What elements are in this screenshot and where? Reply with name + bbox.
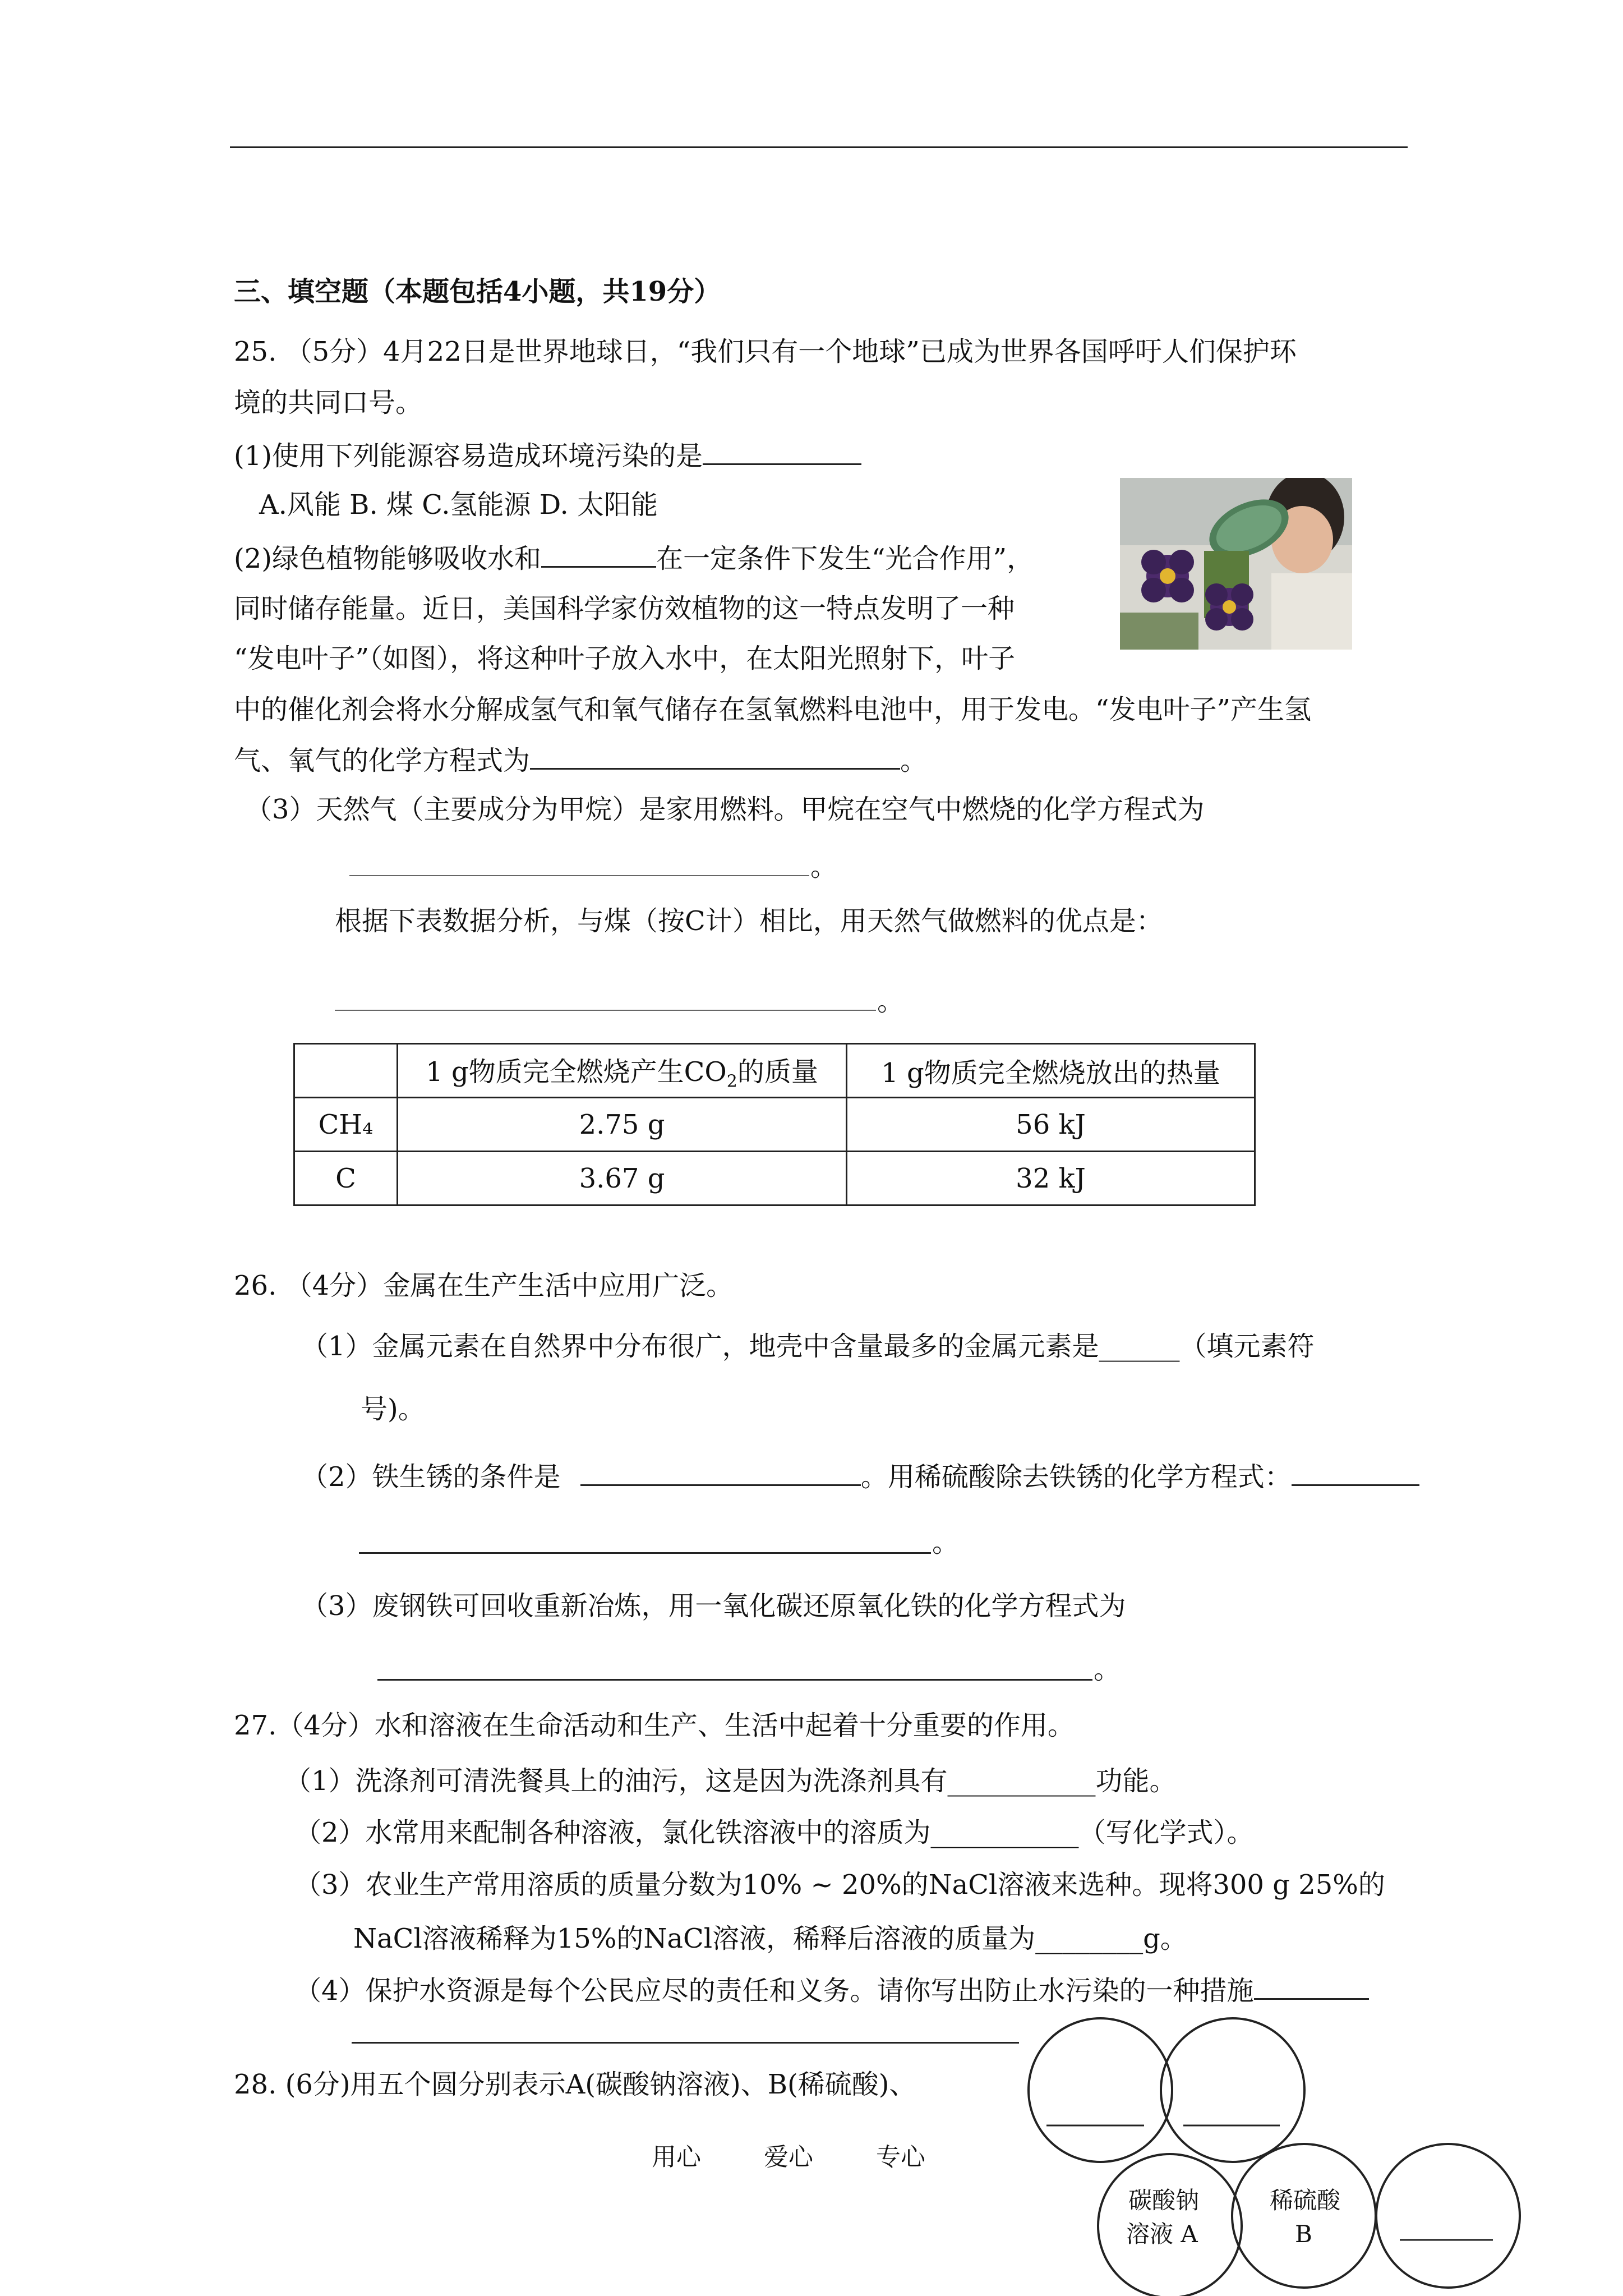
q27-stem: 27.（4分）水和溶液在生命活动和生产、生活中起着十分重要的作用。 bbox=[234, 1710, 1075, 1741]
table-cell-heat: 56 kJ bbox=[847, 1098, 1255, 1152]
footer-text-1: 用心 bbox=[652, 2143, 701, 2171]
answer-blank[interactable] bbox=[580, 1460, 861, 1486]
circle-a-label-line1: 碳酸钠 bbox=[1128, 2187, 1200, 2214]
header-rule bbox=[230, 146, 1408, 148]
q26-part2-text-a: （2）铁生锈的条件是 bbox=[301, 1461, 561, 1493]
section-heading: 三、填空题（本题包括4小题，共19分） bbox=[234, 276, 721, 307]
footer-text-2: 爱心 bbox=[764, 2143, 813, 2171]
circle-b-label-line2: B bbox=[1295, 2220, 1312, 2248]
q27-part4 bbox=[294, 1973, 1369, 2008]
table-cell-substance: C bbox=[294, 1152, 398, 1205]
table-cell-co2: 3.67 g bbox=[398, 1152, 847, 1205]
q26-part1-line1: （1）金属元素在自然界中分布很广，地壳中含量最多的金属元素是______（填元素符 bbox=[301, 1331, 1315, 1362]
q25-part3-period2: 。 bbox=[877, 986, 905, 1017]
q27-part3-line2: NaCl溶液稀释为15%的NaCl溶液，稀释后溶液的质量为________g。 bbox=[353, 1923, 1187, 1954]
q27-part1: （1）洗涤剂可清洗餐具上的油污，这是因为洗涤剂具有___________功能。 bbox=[284, 1765, 1177, 1797]
table-header-cell: 1 g物质完全燃烧放出的热量 bbox=[847, 1044, 1255, 1098]
circle-right bbox=[1376, 2144, 1520, 2288]
q25-part2-text-b: 在一定条件下发生“光合作用”， bbox=[656, 543, 1034, 574]
q25-part3-period1: 。 bbox=[810, 851, 838, 882]
answer-line[interactable] bbox=[359, 1552, 931, 1554]
q26-part3-line1: （3）废钢铁可回收重新冶炼，用一氧化碳还原氧化铁的化学方程式为 bbox=[301, 1590, 1126, 1622]
power-leaf-photo bbox=[1120, 478, 1352, 650]
table-header-cell: 1 g物质完全燃烧产生$CO_2$的质量 bbox=[398, 1044, 847, 1098]
circle-b-label-line1: 稀硫酸 bbox=[1270, 2187, 1341, 2214]
q25-part2-text-a: (2)绿色植物能够吸收水和 bbox=[234, 543, 541, 574]
q26-part3-period: 。 bbox=[1094, 1654, 1121, 1685]
footer-text-3: 专心 bbox=[876, 2143, 925, 2171]
q26-part2-period: 。 bbox=[932, 1527, 960, 1558]
q25-part2-text-c: 气、氧气的化学方程式为 bbox=[234, 745, 531, 776]
answer-blank[interactable] bbox=[541, 541, 656, 568]
q25-part2-line1 bbox=[234, 541, 1034, 576]
q27-part4-text: （4）保护水资源是每个公民应尽的责任和义务。请你写出防止水污染的一种措施 bbox=[294, 1975, 1254, 2007]
combustion-table bbox=[293, 1043, 1256, 1206]
q25-part2-line5 bbox=[234, 743, 927, 777]
circle-top-left bbox=[1029, 2018, 1172, 2162]
q25-part3-line3: 根据下表数据分析，与煤（按C计）相比，用天然气做燃料的优点是： bbox=[335, 905, 1163, 937]
q27-part3-line1: （3）农业生产常用溶质的质量分数为10% ~ 20%的NaCl溶液来选种。现将300 g 25%的 bbox=[294, 1869, 1385, 1901]
q25-options: A.风能 B. 煤 C.氢能源 D. 太阳能 bbox=[259, 489, 658, 521]
q26-stem: 26. （4分）金属在生产生活中应用广泛。 bbox=[234, 1270, 734, 1301]
circle-a-label-line2: 溶液 A bbox=[1126, 2220, 1198, 2248]
q25-part3-line1: （3）天然气（主要成分为甲烷）是家用燃料。甲烷在空气中燃烧的化学方程式为 bbox=[245, 794, 1205, 825]
answer-line[interactable] bbox=[377, 1679, 1092, 1681]
q25-part1-text: (1)使用下列能源容易造成环境污染的是 bbox=[234, 440, 703, 472]
table-header-cell bbox=[294, 1044, 398, 1098]
q25-stem-line1: 25. （5分）4月22日是世界地球日，“我们只有一个地球”已成为世界各国呼吁人们保护环 bbox=[234, 336, 1297, 367]
q26-part1-line2: 号)。 bbox=[361, 1393, 425, 1425]
q25-part2-line3: “发电叶子”（如图），将这种叶子放入水中，在太阳光照射下，叶子 bbox=[234, 643, 1016, 674]
answer-line[interactable] bbox=[352, 2042, 1019, 2044]
answer-line[interactable] bbox=[349, 875, 809, 876]
q25-stem-line2: 境的共同口号。 bbox=[234, 387, 423, 418]
table-cell-substance: CH₄ bbox=[294, 1098, 398, 1152]
q25-part2-period: 。 bbox=[900, 745, 928, 776]
q26-part2-line1 bbox=[301, 1460, 1419, 1494]
answer-blank[interactable] bbox=[703, 439, 861, 465]
answer-line[interactable] bbox=[335, 1010, 876, 1011]
answer-blank[interactable] bbox=[530, 743, 900, 770]
table-cell-co2: 2.75 g bbox=[398, 1098, 847, 1152]
q25-part2-line4: 中的催化剂会将水分解成氢气和氧气储存在氢氧燃料电池中，用于发电。“发电叶子”产生氢 bbox=[234, 694, 1312, 725]
table-row bbox=[294, 1152, 1255, 1205]
circle-top-right bbox=[1161, 2018, 1304, 2162]
table-row bbox=[294, 1098, 1255, 1152]
table-header-row bbox=[294, 1044, 1255, 1098]
answer-blank[interactable] bbox=[1292, 1460, 1419, 1486]
q26-part2-text-b: 。用稀硫酸除去铁锈的化学方程式： bbox=[860, 1461, 1292, 1493]
answer-blank[interactable] bbox=[1254, 1973, 1369, 2000]
q28-stem: 28. (6分)用五个圆分别表示A(碳酸钠溶液)、B(稀硫酸)、 bbox=[234, 2069, 916, 2100]
power-leaf-image bbox=[1120, 478, 1352, 650]
q25-part1 bbox=[234, 439, 861, 473]
q27-part2: （2）水常用来配制各种溶液，氯化铁溶液中的溶质为___________（写化学式）。 bbox=[294, 1817, 1254, 1848]
table-cell-heat: 32 kJ bbox=[847, 1152, 1255, 1205]
q25-part2-line2: 同时储存能量。近日，美国科学家仿效植物的这一特点发明了一种 bbox=[234, 593, 1015, 624]
